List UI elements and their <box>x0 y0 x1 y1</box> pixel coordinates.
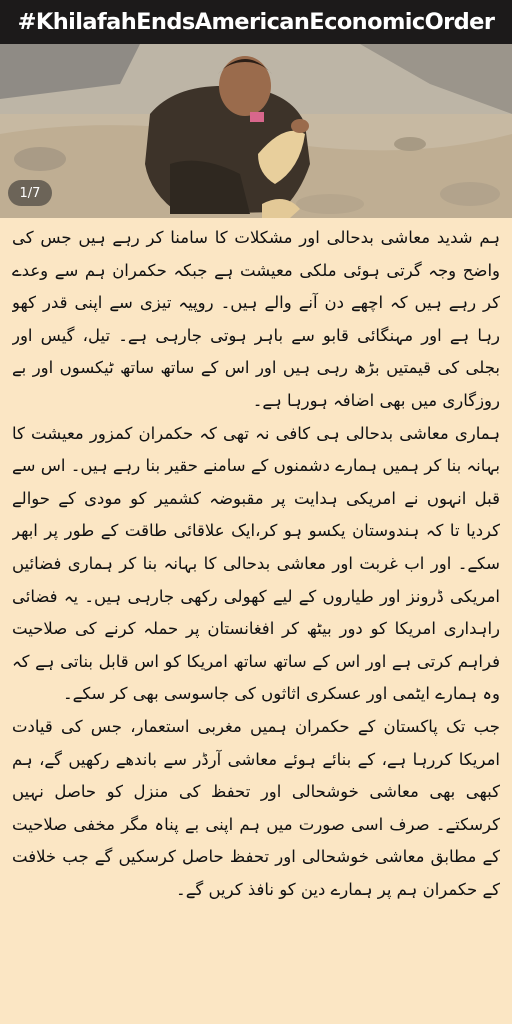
slide-counter-badge: 1/7 <box>8 180 52 206</box>
child-photo <box>0 44 512 218</box>
article-paragraph-1: ہم شدید معاشی بدحالی اور مشکلات کا سامنا کر رہے ہیں جس کی واضح وجہ گرتی ہوئی ملکی معیشت ہے جبکہ حکمران ہم سے وعدے کر رہے ہیں کہ اچھے دن آنے والے ہیں۔ روپیہ تیزی سے اپنی قدر کھو رہا ہے اور مہنگائی قابو سے باہر ہوتی جارہی ہے۔ تیل، گیس اور بجلی کی قیمتیں بڑھ رہی ہیں اور اس کے ساتھ ساتھ ٹیکسوں اور بے روزگاری میں بھی اضافہ ہورہا ہے۔ <box>12 228 500 410</box>
hashtag-title: #KhilafahEndsAmericanEconomicOrder <box>0 0 512 44</box>
urdu-article <box>12 222 500 1018</box>
article-paragraph-2: ہماری معاشی بدحالی ہی کافی نہ تھی کہ حکمران کمزور معیشت کا بہانہ بنا کر ہمیں ہمارے دشمنوں کے سامنے حقیر بنا رہے ہیں۔ اس سے قبل انہوں نے امریکی ہدایت پر مقبوضہ کشمیر کو مودی کے حوالے کردیا تا کہ ہندوستان یکسو ہو کر،ایک علاقائی طاقت کے طور پر ابھر سکے۔ اور اب غربت اور معاشی بدحالی کا بہانہ بنا کر ہماری فضائیں امریکی ڈرونز اور طیاروں کے لیے کھولی رکھی جارہی ہیں۔ یہ فضائی راہداری امریکا کو دور بیٹھ کر افغانستان پر حملہ کرنے کی صلاحیت فراہم کرتی ہے اور اس کے ساتھ ساتھ امریکا کو اس قابل بناتی ہے کہ وہ ہمارے ایٹمی اور عسکری اثاثوں کی جاسوسی بھی کر سکے۔ <box>12 423 500 704</box>
article-paragraph-3: جب تک پاکستان کے حکمران ہمیں مغربی استعمار، جس کی قیادت امریکا کررہا ہے، کے بنائے ہوئے معاشی آرڈر سے باندھے رکھیں گے، ہم کبھی بھی معاشی خوشحالی اور تحفظ کی منزل کو حاصل نہیں کرسکتے۔ صرف اسی صورت میں ہم اپنی بے پناہ مگر مخفی صلاحیت کے مطابق معاشی خوشحالی اور تحفظ حاصل کرسکیں گے جب خلافت کے حکمران ہم پر ہمارے دین کو نافذ کریں گے۔ <box>12 716 500 899</box>
